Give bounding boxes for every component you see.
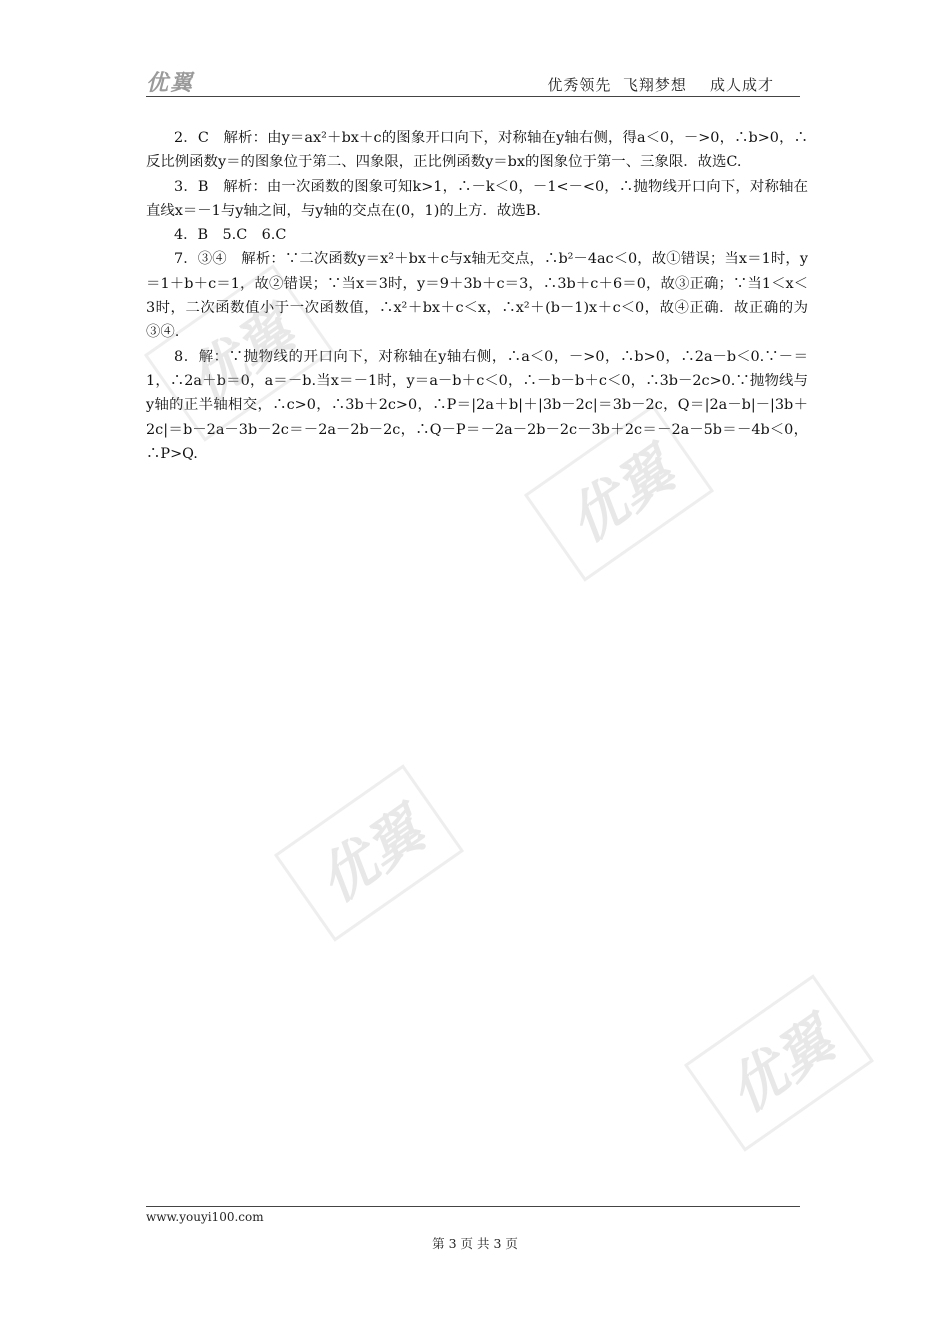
solution-8: 8．解：∵抛物线的开口向下，对称轴在y轴右侧，∴a＜0，－>0，∴b>0，∴2a－b＜0.∵－＝1，∴2a＋b＝0，a＝－b.当x＝－1时，y＝a－b＋c＜0，∴－b－b＋c＜0，∴3b－2c>0.∵抛物线与y轴的正半轴相交，∴c>0，∴3b＋2c>0，∴P＝|2a＋b|＋|3b－2c|＝3b－2c，Q＝|2a－b|－|3b＋2c|＝b－2a－3b－2c＝－2a－2b－2c，∴Q－P＝－2a－2b－2c－3b＋2c＝－2a－5b＝－4b＜0，∴P>Q. [146,348,808,462]
solution-4-6: 4．B 5.C 6.C [174,227,287,244]
watermark-logo: 优翼 [524,404,714,581]
solution-7: 7．③④ 解析：∵二次函数y＝x²＋bx＋c与x轴无交点，∴b²－4ac＜0，故①错误；当x＝1时，y＝1＋b＋c＝1，故②错误；∵当x＝3时，y＝9＋3b＋c＝3，∴3b＋c＋6＝0，故③正确；∵当1＜x＜3时，二次函数值小于一次函数值，∴x²＋bx＋c＜x，∴x²＋(b－1)x＋c＜0，故④正确．故正确的为③④. [146,251,808,341]
solution-3: 3．B 解析：由一次函数的图象可知k>1，∴－k＜0，－1<－<0，∴抛物线开口向下，对称轴在直线x＝－1与y轴之间，与y轴的交点在(0，1)的上方．故选B. [146,178,808,219]
watermark-logo: 优翼 [144,264,334,441]
header-slogan: 优秀领先 飞翔梦想 成人成才 [547,76,774,94]
solutions-body [146,126,808,466]
page-number: 第 3 页 共 3 页 [432,1236,518,1251]
watermark-logo: 优翼 [274,764,464,941]
footer-url: www.youyi100.com [146,1210,264,1224]
solution-2: 2．C 解析：由y＝ax²＋bx＋c的图象开口向下，对称轴在y轴右侧，得a＜0，－>0，∴b>0，∴反比例函数y＝的图象位于第二、四象限，正比例函数y＝bx的图象位于第一、三象限．故选C. [146,130,808,171]
header-divider [146,96,800,97]
watermark-logo: 优翼 [684,974,874,1151]
brand-logo: 优翼 [146,71,195,96]
footer-divider [146,1206,800,1207]
